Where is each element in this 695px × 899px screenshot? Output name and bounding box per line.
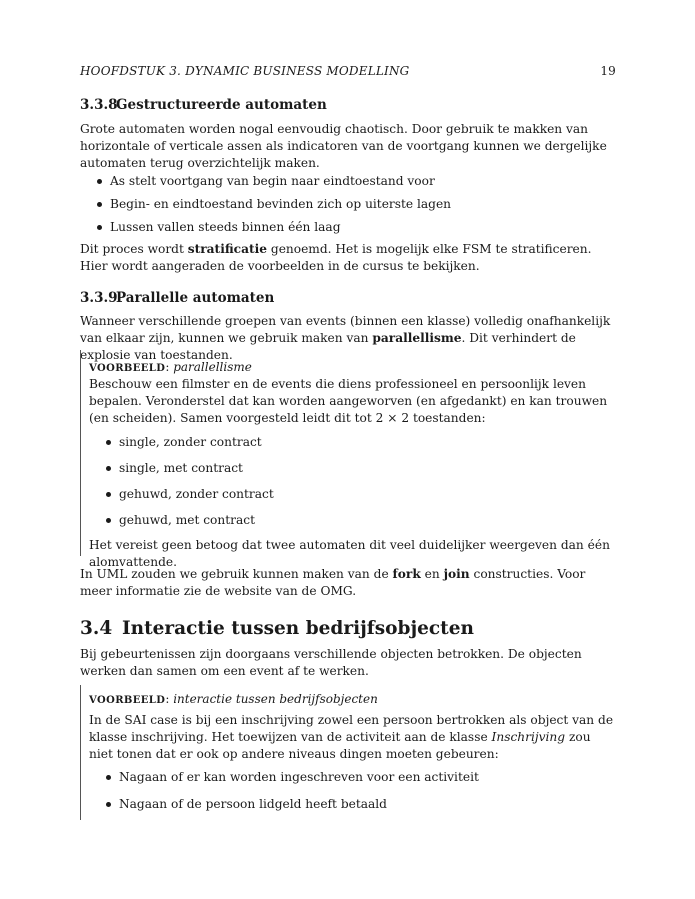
term-join: join — [443, 567, 470, 581]
list-item — [89, 486, 609, 503]
term-fork: fork — [392, 567, 421, 581]
section-title: Parallelle automaten — [116, 290, 275, 306]
example-closing: Het vereist geen betoog dat twee automaten dit veel duidelijker weergeven dan één alomvattende. — [89, 538, 610, 569]
list-item — [89, 769, 609, 786]
bullet-icon — [106, 518, 111, 523]
paragraph: Bij gebeurtenissen zijn doorgaans verschillende objecten betrokken. De objecten werken dan samen om een event af te werken. — [80, 647, 582, 678]
list-item-text: Nagaan of er kan worden ingeschreven voor een activiteit — [119, 770, 479, 784]
bullet-icon — [106, 440, 111, 445]
paragraph: Grote automaten worden nogal eenvoudig chaotisch. Door gebruik te makken van horizontale of verticale assen als indicatoren van de voortgang kunnen we dergelijke automaten terug overzichtelijk maken. — [80, 122, 607, 170]
example-text: In de SAI case is bij een inschrijving zowel een persoon bertrokken als object van de klasse inschrijving. Het toewijzen van de activiteit aan de klasse Inschrijving zou niet tonen dat er ook op andere niveaus dingen moeten gebeuren: — [89, 713, 614, 761]
term-stratificatie: stratificatie — [187, 242, 268, 256]
example-text: Beschouw een filmster en de events die diens professioneel en persoonlijk leven bepalen. Veronderstel dat kan worden aangeworven (en afgedankt) en kan trouwen (en scheiden). Samen voorgesteld leidt dit tot 2 × 2 toestanden: — [89, 377, 608, 425]
list-item — [89, 512, 609, 529]
example-title: parallellisme — [173, 360, 252, 374]
example-box — [80, 350, 616, 569]
class-name-inschrijving: Inschrijving — [491, 730, 566, 744]
list-item — [80, 219, 616, 236]
paragraph: Dit proces wordt stratificatie genoemd. Het is mogelijk elke FSM te stratificeren. Hier wordt aangeraden de voorbeelden in de cursus te bekijken. — [80, 242, 592, 273]
section-number: 3.4 — [80, 618, 113, 639]
example-box — [80, 685, 616, 820]
bullet-list — [89, 769, 609, 813]
section-title: Interactie tussen bedrijfsobjecten — [122, 618, 474, 639]
section-heading-3-3-8 — [80, 97, 327, 113]
list-item-text: Begin- en eindtoestand bevinden zich op uiterste lagen — [110, 197, 452, 211]
example-label: VOORBEELD — [89, 363, 166, 374]
list-item-text: Nagaan of de persoon lidgeld heeft betaald — [119, 797, 387, 811]
example-heading: VOORBEELD: parallellisme — [89, 360, 252, 374]
list-item — [80, 196, 616, 213]
bullet-list — [80, 173, 616, 236]
paragraph: Wanneer verschillende groepen van events (binnen een klasse) volledig onafhankelijk van elkaar zijn, kunnen we gebruik maken van parallellisme. Dit verhindert de explosie van toestanden. — [80, 314, 611, 362]
example-title: interactie tussen bedrijfsobjecten — [173, 692, 378, 706]
bullet-icon — [106, 802, 111, 807]
example-label: VOORBEELD — [89, 695, 166, 706]
list-item — [89, 460, 609, 477]
paragraph: In UML zouden we gebruik kunnen maken van de fork en join constructies. Voor meer informatie zie de website van de OMG. — [80, 567, 586, 598]
list-item — [89, 434, 609, 451]
section-heading-3-4 — [80, 618, 474, 639]
bullet-icon — [106, 775, 111, 780]
bullet-icon — [97, 225, 102, 230]
list-item-text: Lussen vallen steeds binnen één laag — [110, 220, 341, 234]
list-item-text: single, met contract — [119, 461, 243, 475]
list-item-text: single, zonder contract — [119, 435, 262, 449]
bullet-icon — [106, 466, 111, 471]
section-title: Gestructureerde automaten — [116, 97, 327, 113]
bullet-icon — [97, 179, 102, 184]
section-heading-3-3-9 — [80, 290, 274, 306]
section-number: 3.3.8 — [80, 97, 118, 113]
bullet-icon — [97, 202, 102, 207]
page-number: 19 — [600, 64, 616, 78]
list-item — [89, 796, 609, 813]
section-number: 3.3.9 — [80, 290, 118, 306]
bullet-icon — [106, 492, 111, 497]
running-header — [80, 64, 616, 80]
example-heading: VOORBEELD: interactie tussen bedrijfsobjecten — [89, 692, 378, 706]
bullet-list — [89, 434, 609, 529]
list-item-text: gehuwd, zonder contract — [119, 487, 274, 501]
term-parallellisme: parallellisme — [372, 331, 462, 345]
chapter-header: HOOFDSTUK 3. DYNAMIC BUSINESS MODELLING — [80, 64, 410, 78]
list-item — [80, 173, 616, 190]
list-item-text: gehuwd, met contract — [119, 513, 255, 527]
list-item-text: As stelt voortgang van begin naar eindtoestand voor — [110, 174, 435, 188]
